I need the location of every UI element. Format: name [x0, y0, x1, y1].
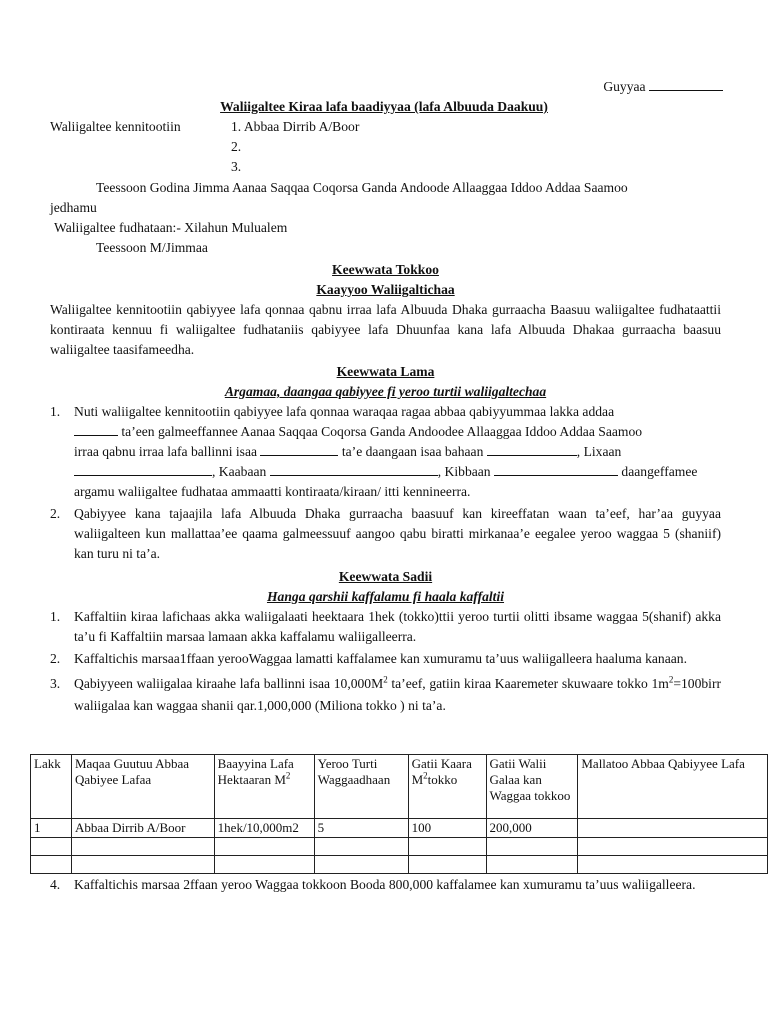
kennitootiin-label: Waliigaltee kennitootiin: [50, 119, 181, 134]
col-gatii-walii: Gatii Walii Galaa kan Waggaa tokkoo: [486, 755, 578, 819]
section-3-list: [50, 607, 721, 717]
section-1: [50, 260, 721, 360]
date-label: Guyyaa: [603, 79, 646, 94]
section-3-item-1: 1. Kaffaltiin kiraa lafichaas akka waliigalaati heektaara 1hek (tokko)ttii yeroo turtii olitti ibsame waggaa 5(shanif) akka ta’u fi Kaffaltiin marsaa lamaan akka kaffalamu waliigalleerra.: [50, 609, 721, 644]
section-1-subheading: Kaayyoo Waliigaltichaa: [316, 282, 455, 297]
section-3: [50, 567, 721, 717]
section-3-item-4: 4. Kaffaltichis marsaa 2ffaan yeroo Waggaa tokkoon Booda 800,000 kaffalamee kan xumuramu ta’uus waliigalleera.: [50, 877, 696, 892]
col-yeroo: Yeroo Turti Waggaadhaan: [314, 755, 408, 819]
section-2-heading: Keewwata Lama: [336, 364, 435, 379]
parties-block: [50, 117, 721, 258]
section-3-heading: Keewwata Sadii: [338, 569, 433, 584]
section-3-subheading: Hanga qarshii kaffalamu fi haala kaffaltii: [266, 589, 505, 604]
section-2-list: [50, 402, 721, 564]
section-1-paragraph: Waliigaltee kennitootiin qabiyyee lafa qonnaa qabnu irraa lafa Albuuda Dhaka gurraacha Baasuu waliigaltee fudhataattii kontiraata kennuu fi waliigaltee fudhataniis qabiyyee lafa Dhuunfaa kana lafa Albuuda Dhakaa gurraacha baasuu waliigaltee taasifameedha.: [50, 302, 721, 357]
party-row-3: [50, 157, 721, 177]
table-row: [31, 838, 768, 856]
section-2-subheading: Argamaa, daangaa qabiyyee fi yeroo turtii waliigaltechaa: [224, 384, 547, 399]
address-1-cont: jedhamu: [50, 200, 97, 215]
payment-table: [30, 754, 768, 874]
col-baayyina: Baayyina Lafa Hektaaran $M^2$: [214, 755, 314, 819]
section-2-item-1: 1. Nuti waliigaltee kennitootiin qabiyyee lafa qonnaa waraqaa ragaa abbaa qabiyyummaa lakka addaa ta’een galmeeffannee Aanaa Saqqaa Coqorsa Ganda Andoodee Allaaggaa Iddoo Addaa Saamoo irraa qabnu irraa lafa ballinni isaa ta’e daangaan isaa bahaan , Lixaan , Kaabaan , Kibbaan daangeffamee argamu waliigaltee fudhataa ammaatti kontiraata/kiraan/ itti kennineerra.: [50, 404, 698, 499]
section-3-item-3: 3. Qabiyyeen waliigalaa kiraahe lafa ballinni isaa $10,000M^2$ ta’eef, gatiin kiraa Kaaremeter skuwaare tokko $1m^2=100birr$ waliigalaa kan waggaa shanii qar.1,000,000 (Miliona tokko ) ni ta’a.: [50, 674, 722, 713]
party-item-1: 1. Abbaa Dirrib A/Boor: [231, 119, 360, 134]
date-blank: [649, 78, 723, 91]
table-header-row: [31, 755, 768, 819]
section-3-list-cont: [50, 875, 721, 895]
date-field: [603, 77, 723, 97]
address-2: Teessoon M/Jimmaa: [96, 240, 208, 255]
table-row: [31, 856, 768, 874]
section-1-heading: Keewwata Tokkoo: [332, 262, 439, 277]
col-gatii-kaara: Gatii Kaara $M^2tokko$: [408, 755, 486, 819]
col-mallatoo: Mallatoo Abbaa Qabiyyee Lafa: [578, 755, 768, 819]
section-3-item-2: 2. Kaffaltichis marsaa1ffaan yerooWaggaa lamatti kaffalamee kan xumuramu ta’uus waliigalleera haaluma kanaan.: [50, 651, 687, 666]
section-2: [50, 362, 721, 564]
section-3-tail: [50, 875, 721, 895]
party-item-2: 2.: [231, 139, 242, 154]
address-1: Teessoon Godina Jimma Aanaa Saqqaa Coqorsa Ganda Andoode Allaaggaa Iddoo Addaa Saamoo: [96, 180, 628, 195]
col-maqaa: Maqaa Guutuu Abbaa Qabiyee Lafaa: [71, 755, 214, 819]
table-row: 1 Abbaa Dirrib A/Boor 1hek/10,000m2 5 100 200,000: [31, 819, 768, 838]
fudhataan: Waliigaltee fudhataan:- Xilahun Mulualem: [54, 220, 288, 235]
section-2-item-2: 2. Qabiyyee kana tajaajila lafa Albuuda Dhaka gurraacha baasuuf kan kireeffatan waan ta’eef, har’aa guyyaa waliigalteen kun mallattaa’ee qaama galmeessuuf aangoo qabu biratti mirkanaa’e eegalee yeroo waggaa 5 (shaniif) kan turu ni ta’a.: [50, 506, 721, 561]
document-title: Waliigaltee Kiraa lafa baadiyyaa (lafa Albuuda Daakuu): [220, 99, 548, 114]
party-item-3: 3.: [231, 159, 242, 174]
party-row-2: [50, 137, 721, 157]
kennitootiin-row: [50, 117, 721, 137]
col-lakk: Lakk: [31, 755, 72, 819]
